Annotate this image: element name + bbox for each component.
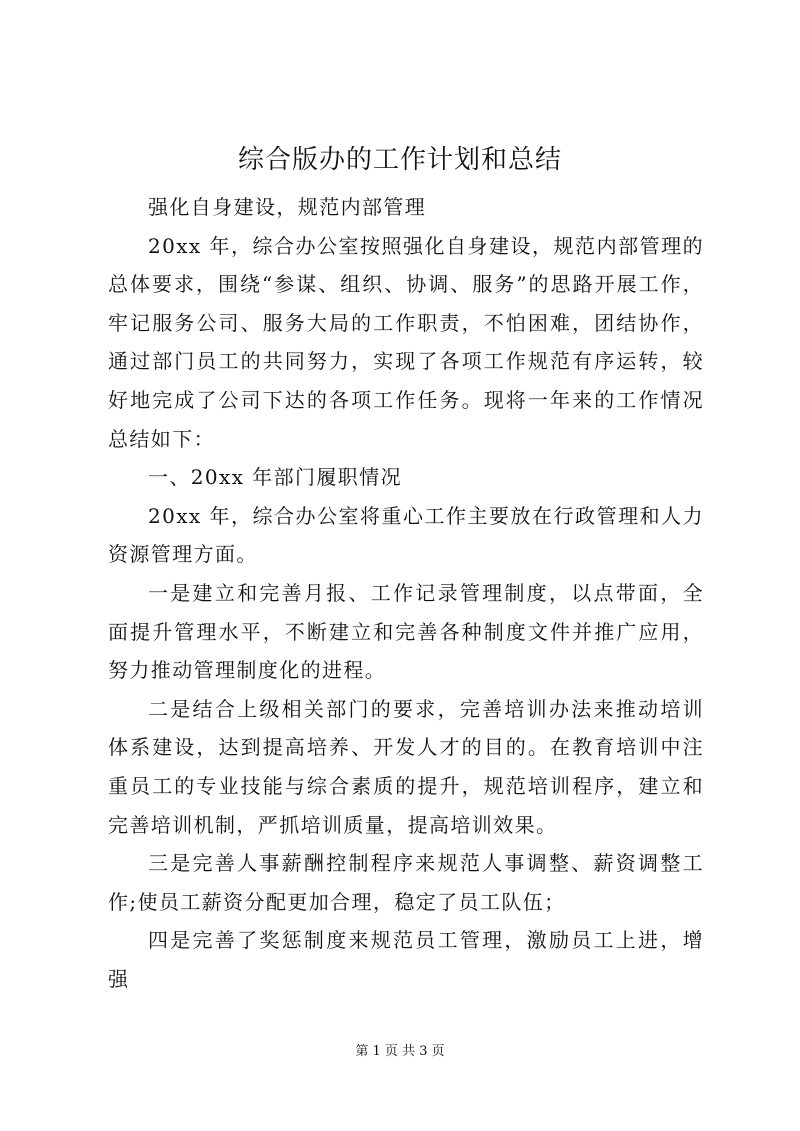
- paragraph-heading: 强化自身建设，规范内部管理: [148, 195, 427, 219]
- section-heading: 一、20xx 年部门履职情况: [148, 465, 402, 490]
- paragraph-item-three: 三是完善人事薪酬控制程序来规范人事调整、薪资调整工作;使员工薪资分配更加合理，稳定了员工队伍；: [108, 851, 704, 914]
- paragraph-item-four: 四是完善了奖惩制度来规范员工管理，激励员工上进，增强: [108, 928, 704, 991]
- paragraph-item-one: 一是建立和完善月报、工作记录管理制度，以点带面，全面提升管理水平，不断建立和完善各种制度文件并推广应用，努力推动管理制度化的进程。: [108, 580, 704, 683]
- page-number-footer: 第 1 页 共 3 页: [355, 1044, 445, 1059]
- document-body: [108, 188, 704, 998]
- paragraph-focus: 20xx 年，综合办公室将重心工作主要放在行政管理和人力资源管理方面。: [108, 503, 704, 567]
- page-title: 综合版办的工作计划和总结: [237, 145, 562, 175]
- paragraph-intro: 20xx 年，综合办公室按照强化自身建设，规范内部管理的总体要求，围绕“参谋、组织、协调、服务”的思路开展工作，牢记服务公司、服务大局的工作职责，不怕困难，团结协作，通过部门员工的共同努力，实现了各项工作规范有序运转，较好地完成了公司下达的各项工作任务。现将一年来的工作情况总结如下：: [108, 233, 704, 451]
- paragraph-item-two: 二是结合上级相关部门的要求，完善培训办法来推动培训体系建设，达到提高培养、开发人才的目的。在教育培训中注重员工的专业技能与综合素质的提升，规范培训程序，建立和完善培训机制，严抓培训质量，提高培训效果。: [108, 696, 704, 837]
